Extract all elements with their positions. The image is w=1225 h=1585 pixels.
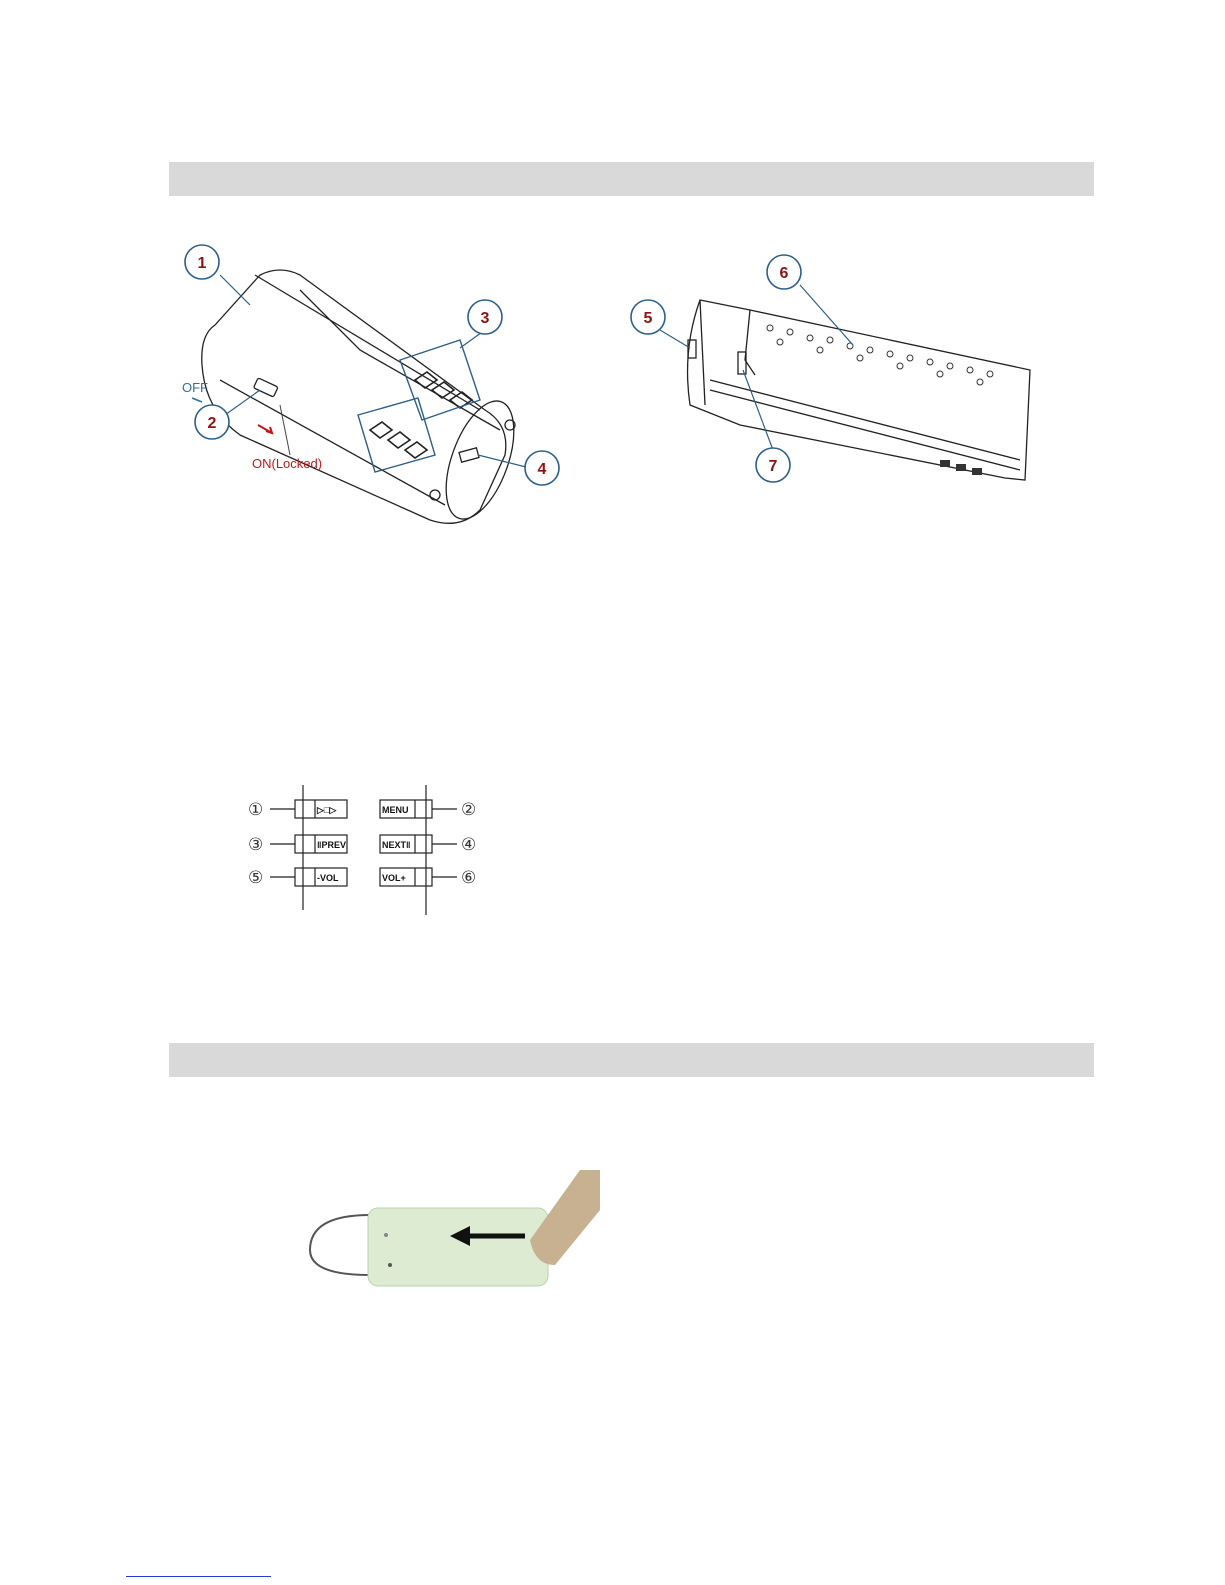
callout-3 — [468, 300, 502, 334]
callout-7 — [756, 448, 790, 482]
button-label-vol-plus: VOL+ — [382, 873, 406, 883]
svg-text:5: 5 — [643, 310, 653, 327]
device-illustration-front — [160, 230, 580, 530]
button-number-5: ⑤ — [248, 868, 264, 887]
svg-text:1: 1 — [197, 255, 207, 272]
footnote-rule — [126, 1576, 271, 1577]
button-number-2: ② — [461, 800, 477, 819]
cord — [310, 1215, 370, 1275]
svg-text:2: 2 — [207, 415, 217, 432]
svg-text:4: 4 — [537, 461, 547, 478]
section-header-bar — [169, 162, 1094, 196]
callout-4 — [525, 451, 559, 485]
callout-6 — [767, 255, 801, 289]
button-number-3: ③ — [248, 835, 264, 854]
on-locked-label: ON(Locked) — [252, 456, 323, 471]
button-number-6: ⑥ — [461, 868, 477, 887]
button-label-vol-minus: -VOL — [317, 873, 339, 883]
device-body — [368, 1208, 548, 1286]
device-photo — [300, 1170, 600, 1310]
svg-text:6: 6 — [779, 265, 789, 282]
svg-text:3: 3 — [480, 310, 490, 327]
button-layout-diagram — [240, 780, 510, 925]
callout-5 — [631, 300, 665, 334]
section-header-bar — [169, 1043, 1094, 1077]
button-label-prev: ‖PREV — [317, 840, 346, 850]
button-label-play: ▷□▷ — [317, 805, 337, 815]
on-arrow-icon — [258, 425, 272, 433]
off-label: OFF — [182, 380, 208, 395]
button-number-1: ① — [248, 800, 264, 819]
callout-1 — [185, 245, 219, 279]
button-label-next: NEXT‖ — [382, 840, 411, 850]
svg-text:7: 7 — [768, 458, 778, 475]
off-arrow-icon — [192, 398, 202, 402]
device-illustration-back — [610, 240, 1050, 500]
button-label-menu: MENU — [382, 805, 409, 815]
callout-2 — [195, 405, 229, 439]
button-number-4: ④ — [461, 835, 477, 854]
